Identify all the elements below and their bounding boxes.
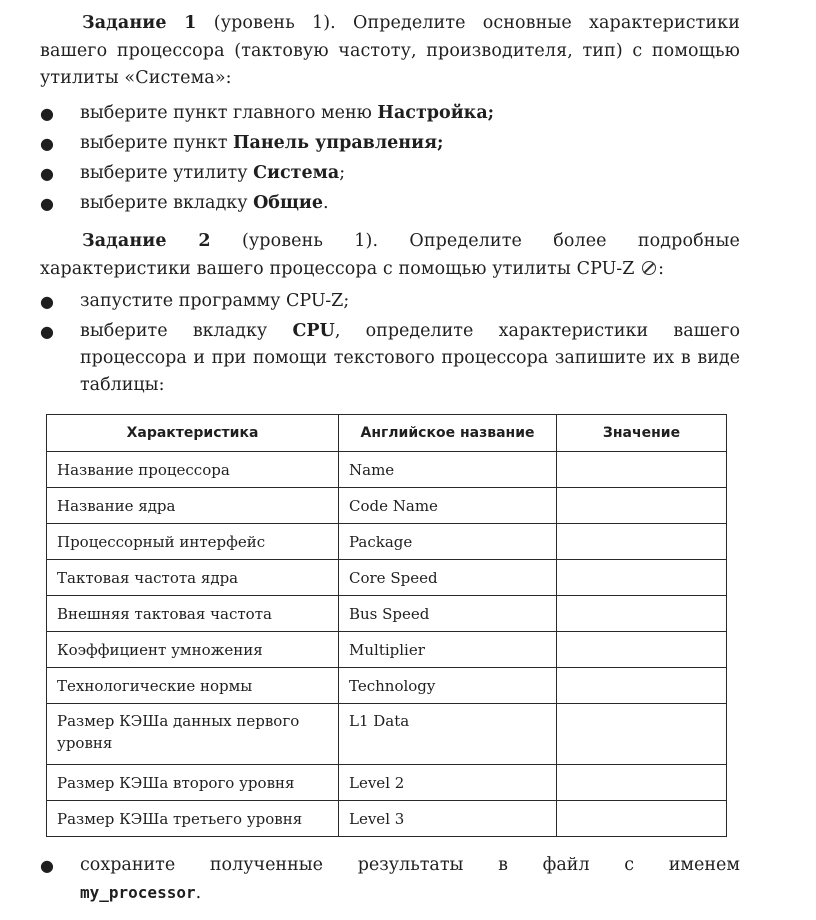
bullet-icon: ●: [40, 104, 54, 123]
row-value: [557, 596, 727, 632]
row-characteristic: Коэффициент умножения: [47, 632, 339, 668]
row-english-name: Technology: [339, 668, 557, 704]
row-english-name: Bus Speed: [339, 596, 557, 632]
row-characteristic: Внешняя тактовая частота: [47, 596, 339, 632]
row-english-name: Code Name: [339, 488, 557, 524]
row-value: [557, 524, 727, 560]
table-row: [47, 704, 727, 765]
row-characteristic: Технологические нормы: [47, 668, 339, 704]
page: Задание 1 (уровень 1). Определите основные характеристики вашего процессора (тактовую частоту, производителя, тип) с помощью утилиты «Система»: ● выберите пункт главного меню Настройка; ● выберите пункт Панель управления; ● выберите утилиту Система; ● выберите вкладку Общие. Задание 2 (уровень 1). Определите более подробные характеристики вашего процессора с помощью утилиты CPU-Z : ● запустите программу CPU-Z; ● выберите вкладку CPU, определите характеристики вашего процессора и при помощи текстового процессора запишите их в виде таблицы: Характеристика Английское название Значение Название процессора Name Название ядра Code Name Процессорный интерфейс Package Тактовая частота ядра Core Speed Внешняя тактовая частота Bus Speed Коэффициент умножения Multiplier Технологические нормы Technology Размер КЭШа данных первого уровня L1 Data Размер КЭШа второго уровня Level 2 Размер КЭШа третьего уровня Level 3 ● сохраните полученные результаты в файл с именем my_processor.: [0, 0, 816, 920]
row-english-name: Level 2: [339, 765, 557, 801]
row-characteristic: Название ядра: [47, 488, 339, 524]
row-value: [557, 704, 727, 765]
task2-paragraph: Задание 2 (уровень 1). Определите более подробные характеристики вашего процессора с помощью утилиты CPU-Z :: [40, 231, 740, 279]
table-row: [47, 488, 727, 524]
bullet-icon: ●: [40, 322, 54, 341]
bullet-icon: ●: [40, 194, 54, 213]
table-row: [47, 801, 727, 837]
bullet-icon: ●: [40, 856, 54, 875]
bullet-icon: ●: [40, 134, 54, 153]
header-characteristic: Характеристика: [47, 415, 339, 452]
row-value: [557, 801, 727, 837]
processor-characteristics-table: [46, 414, 727, 837]
table-row: [47, 452, 727, 488]
header-value: Значение: [557, 415, 727, 452]
task1-text: Определите основные характеристики вашего процессора (тактовую частоту, производителя, тип) с помощью утилиты «Система»:: [40, 13, 740, 88]
table-row: [47, 765, 727, 801]
table-row: [47, 560, 727, 596]
row-value: [557, 632, 727, 668]
bullet-icon: ●: [40, 292, 54, 311]
cpu-z-disc-icon: [642, 261, 656, 275]
row-english-name: Core Speed: [339, 560, 557, 596]
row-english-name: L1 Data: [339, 704, 557, 765]
task1-level: (уровень 1).: [213, 13, 336, 33]
table-row: [47, 632, 727, 668]
row-value: [557, 560, 727, 596]
row-value: [557, 765, 727, 801]
task1-title: Задание 1: [82, 13, 197, 33]
row-characteristic: Процессорный интерфейс: [47, 524, 339, 560]
row-characteristic: Размер КЭШа второго уровня: [47, 765, 339, 801]
row-english-name: Package: [339, 524, 557, 560]
task2-text: Определите более подробные характеристики вашего процессора с помощью утилиты CPU-Z: [40, 231, 740, 279]
header-english-name: Английское название: [339, 415, 557, 452]
row-english-name: Name: [339, 452, 557, 488]
task1-paragraph: [40, 10, 740, 93]
filename: my_processor: [80, 883, 196, 902]
row-characteristic: Размер КЭШа третьего уровня: [47, 801, 339, 837]
table-header-row: [47, 415, 727, 452]
row-value: [557, 668, 727, 704]
row-value: [557, 452, 727, 488]
table-row: [47, 668, 727, 704]
row-characteristic: Размер КЭШа данных первого уровня: [47, 704, 339, 765]
bullet-icon: ●: [40, 164, 54, 183]
task2-title: Задание 2: [82, 231, 211, 251]
row-characteristic: Тактовая частота ядра: [47, 560, 339, 596]
table-row: [47, 524, 727, 560]
task2-level: (уровень 1).: [241, 231, 379, 251]
table-row: [47, 596, 727, 632]
row-english-name: Level 3: [339, 801, 557, 837]
row-english-name: Multiplier: [339, 632, 557, 668]
row-characteristic: Название процессора: [47, 452, 339, 488]
row-value: [557, 488, 727, 524]
